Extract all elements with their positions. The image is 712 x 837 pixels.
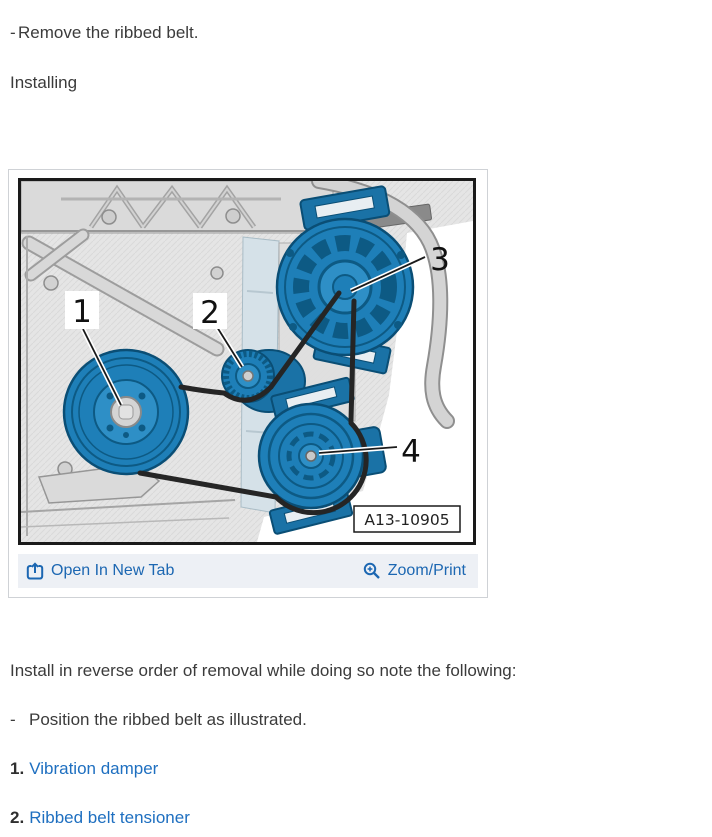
open-in-new-tab-icon: [26, 562, 44, 580]
remove-belt-instruction: [0, 24, 712, 42]
legend-item-1: [0, 760, 712, 778]
zoom-print-label: Zoom/Print: [387, 562, 466, 579]
bullet-dash: -: [10, 710, 16, 729]
figure-code-label: A13-10905: [364, 511, 450, 529]
legend-item-2: [0, 809, 712, 827]
position-belt-instruction: [0, 711, 712, 729]
reverse-order-instruction: Install in reverse order of removal while doing so note the following:: [10, 661, 517, 680]
remove-belt-text: Remove the ribbed belt.: [18, 23, 199, 42]
legend-item-2-number: 2.: [10, 808, 25, 827]
vibration-damper: [64, 350, 188, 474]
figure-card: [8, 169, 488, 598]
ribbed-belt-tensioner-link[interactable]: Ribbed belt tensioner: [29, 808, 190, 827]
figure-code: [354, 506, 460, 532]
belt-diagram: [21, 181, 473, 542]
legend-item-1-number: 1.: [10, 759, 25, 778]
zoom-print-icon: [363, 562, 381, 580]
position-belt-text: Position the ribbed belt as illustrated.: [29, 710, 307, 729]
figure-toolbar: [18, 554, 478, 588]
open-in-new-tab-link[interactable]: [26, 562, 174, 580]
zoom-print-link[interactable]: [363, 562, 466, 580]
installing-heading: Installing: [10, 73, 78, 92]
open-in-new-tab-label: Open In New Tab: [51, 562, 175, 579]
callout-2-label: 2: [200, 295, 220, 331]
vibration-damper-link[interactable]: Vibration damper: [29, 759, 159, 778]
callout-4-label: 4: [401, 434, 421, 470]
bullet-dash: -: [10, 23, 16, 42]
callout-3-label: 3: [430, 242, 450, 278]
callout-1-label: 1: [72, 294, 92, 330]
belt-diagram-frame: [18, 178, 476, 545]
